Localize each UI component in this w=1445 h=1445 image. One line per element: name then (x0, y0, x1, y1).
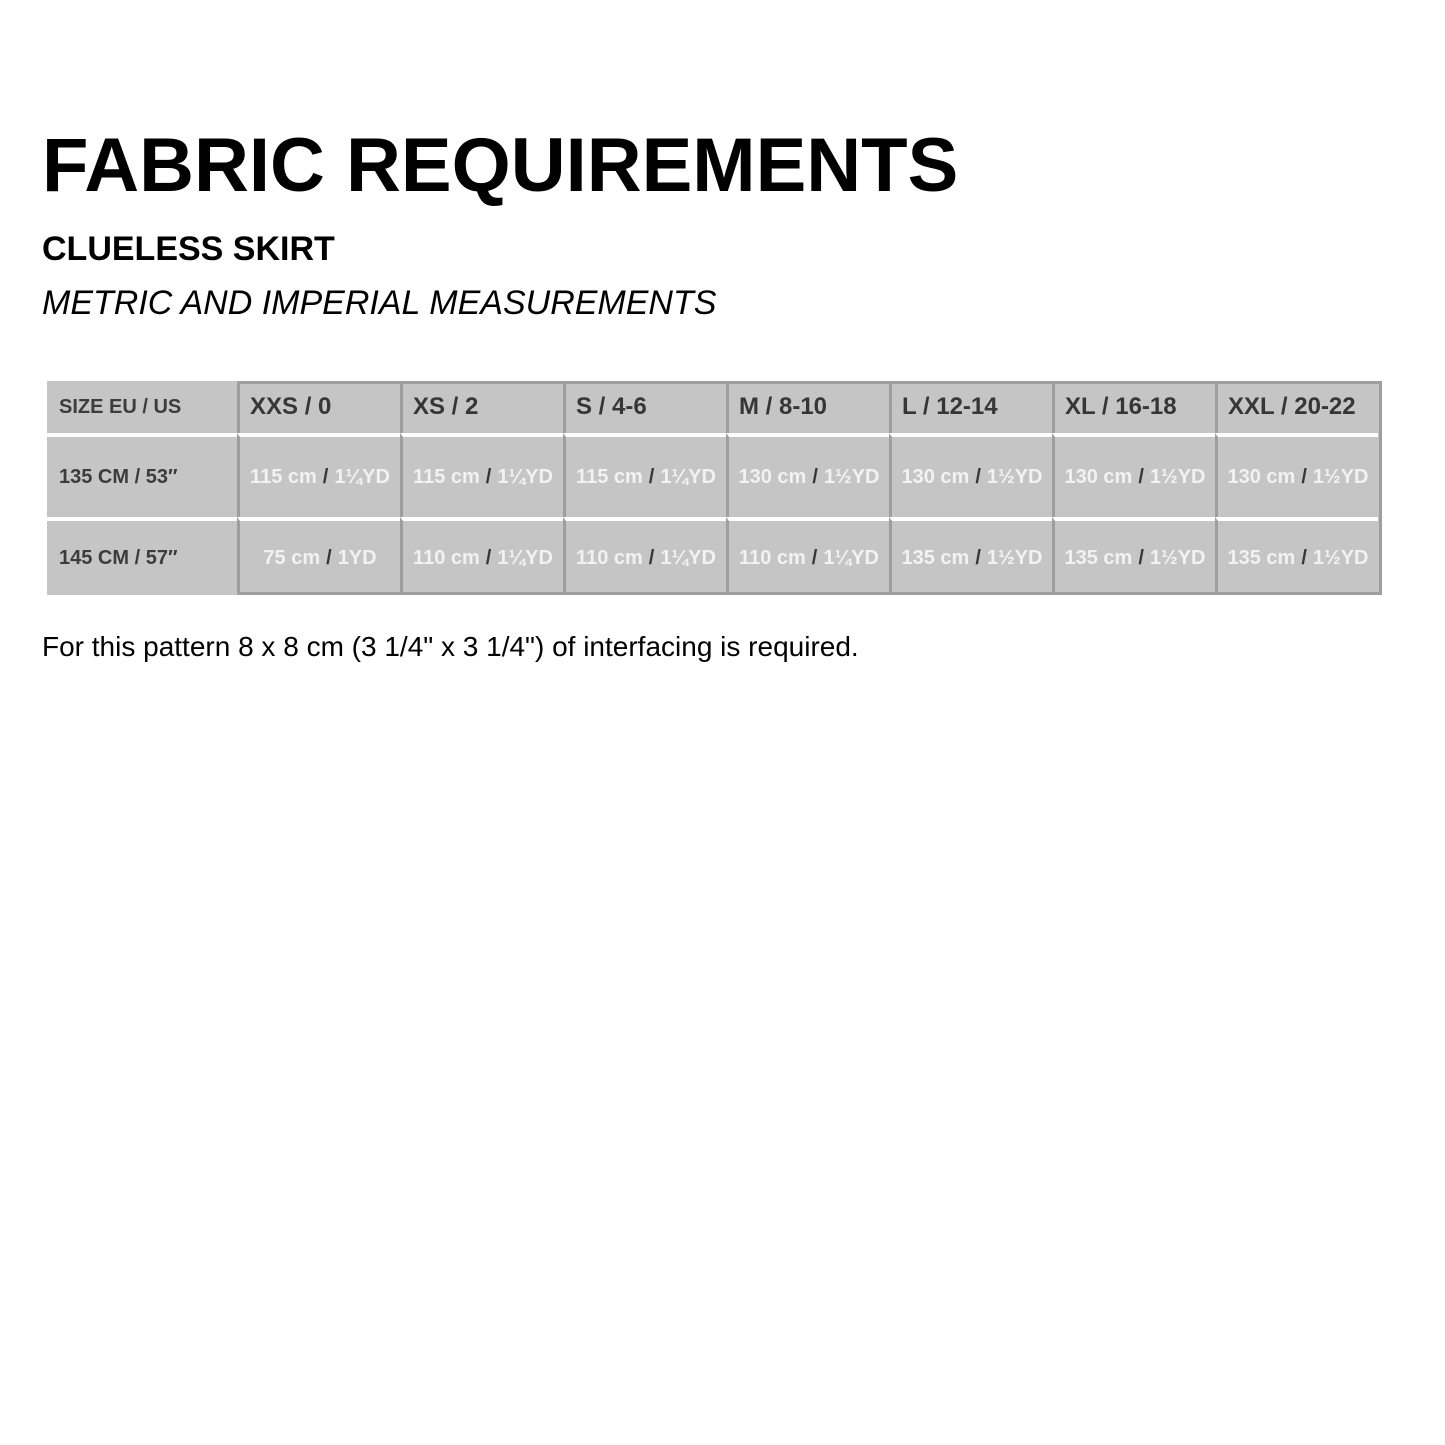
size-header-xxs: XXS / 0 (237, 381, 400, 433)
amount-separator: / (811, 546, 818, 569)
amount-imperial: 1¼YD (497, 465, 553, 488)
units-subtitle: METRIC AND IMPERIAL MEASUREMENTS (42, 284, 717, 322)
amount-separator: / (812, 465, 818, 488)
amount-imperial: 1½YD (1149, 465, 1206, 488)
amount-cell (1052, 433, 1215, 517)
amount-separator: / (975, 465, 981, 488)
amount-metric: 135 cm (1064, 546, 1133, 569)
size-header-m: M / 8-10 (726, 381, 889, 433)
amount-separator: / (648, 465, 655, 488)
amount-cell (237, 517, 400, 595)
amount-cell (563, 517, 726, 595)
fabric-requirements-table (47, 381, 1382, 595)
fabric-width-label-135: 135 CM / 53″ (47, 433, 237, 517)
amount-cell (726, 517, 889, 595)
amount-cell (400, 433, 563, 517)
amount-imperial: 1½YD (986, 465, 1043, 488)
amount-metric: 110 cm (739, 546, 806, 569)
table-border-bottom (237, 592, 1382, 595)
amount-metric: 110 cm (576, 546, 643, 569)
amount-separator: / (485, 465, 492, 488)
amount-separator: / (485, 546, 492, 569)
size-header-s: S / 4-6 (563, 381, 726, 433)
amount-imperial: 1½YD (823, 465, 880, 488)
amount-imperial: 1¼YD (497, 546, 553, 569)
amount-cell (726, 433, 889, 517)
amount-imperial: 1½YD (1312, 546, 1369, 569)
amount-imperial: 1½YD (1312, 465, 1369, 488)
amount-cell (237, 433, 400, 517)
amount-cell (889, 433, 1052, 517)
interfacing-note: For this pattern 8 x 8 cm (3 1/4" x 3 1/4") of interfacing is required. (42, 631, 859, 662)
amount-separator: / (326, 546, 332, 569)
pattern-name: CLUELESS SKIRT (42, 230, 335, 268)
fabric-table-grid (47, 381, 1382, 595)
amount-separator: / (1138, 546, 1144, 569)
amount-separator: / (648, 546, 655, 569)
size-header-xs: XS / 2 (400, 381, 563, 433)
amount-cell (889, 517, 1052, 595)
amount-metric: 115 cm (413, 465, 480, 488)
fabric-width-label-145: 145 CM / 57″ (47, 517, 237, 595)
amount-metric: 115 cm (576, 465, 643, 488)
amount-imperial: 1½YD (986, 546, 1043, 569)
amount-metric: 75 cm (263, 546, 321, 569)
amount-metric: 135 cm (1227, 546, 1296, 569)
amount-imperial: 1½YD (1149, 546, 1206, 569)
amount-metric: 115 cm (250, 465, 317, 488)
amount-separator: / (322, 465, 329, 488)
corner-label: SIZE EU / US (47, 381, 237, 433)
amount-separator: / (1301, 546, 1307, 569)
amount-separator: / (1138, 465, 1144, 488)
amount-imperial: 1¼YD (660, 465, 716, 488)
size-header-xxl: XXL / 20-22 (1215, 381, 1378, 433)
amount-cell (1052, 517, 1215, 595)
amount-metric: 130 cm (1227, 465, 1296, 488)
amount-cell (563, 433, 726, 517)
page-title: FABRIC REQUIREMENTS (42, 123, 959, 208)
amount-metric: 135 cm (901, 546, 970, 569)
amount-cell (400, 517, 563, 595)
amount-separator: / (1301, 465, 1307, 488)
size-header-l: L / 12-14 (889, 381, 1052, 433)
amount-metric: 110 cm (413, 546, 480, 569)
amount-imperial: 1YD (337, 546, 377, 569)
amount-metric: 130 cm (1064, 465, 1133, 488)
amount-cell (1215, 433, 1378, 517)
amount-metric: 130 cm (901, 465, 970, 488)
amount-imperial: 1¼YD (823, 546, 879, 569)
amount-separator: / (975, 546, 981, 569)
amount-imperial: 1¼YD (660, 546, 716, 569)
table-border-top (237, 381, 1382, 384)
amount-imperial: 1¼YD (334, 465, 390, 488)
size-header-xl: XL / 16-18 (1052, 381, 1215, 433)
amount-metric: 130 cm (738, 465, 807, 488)
amount-cell (1215, 517, 1378, 595)
table-border-right (1379, 381, 1382, 595)
